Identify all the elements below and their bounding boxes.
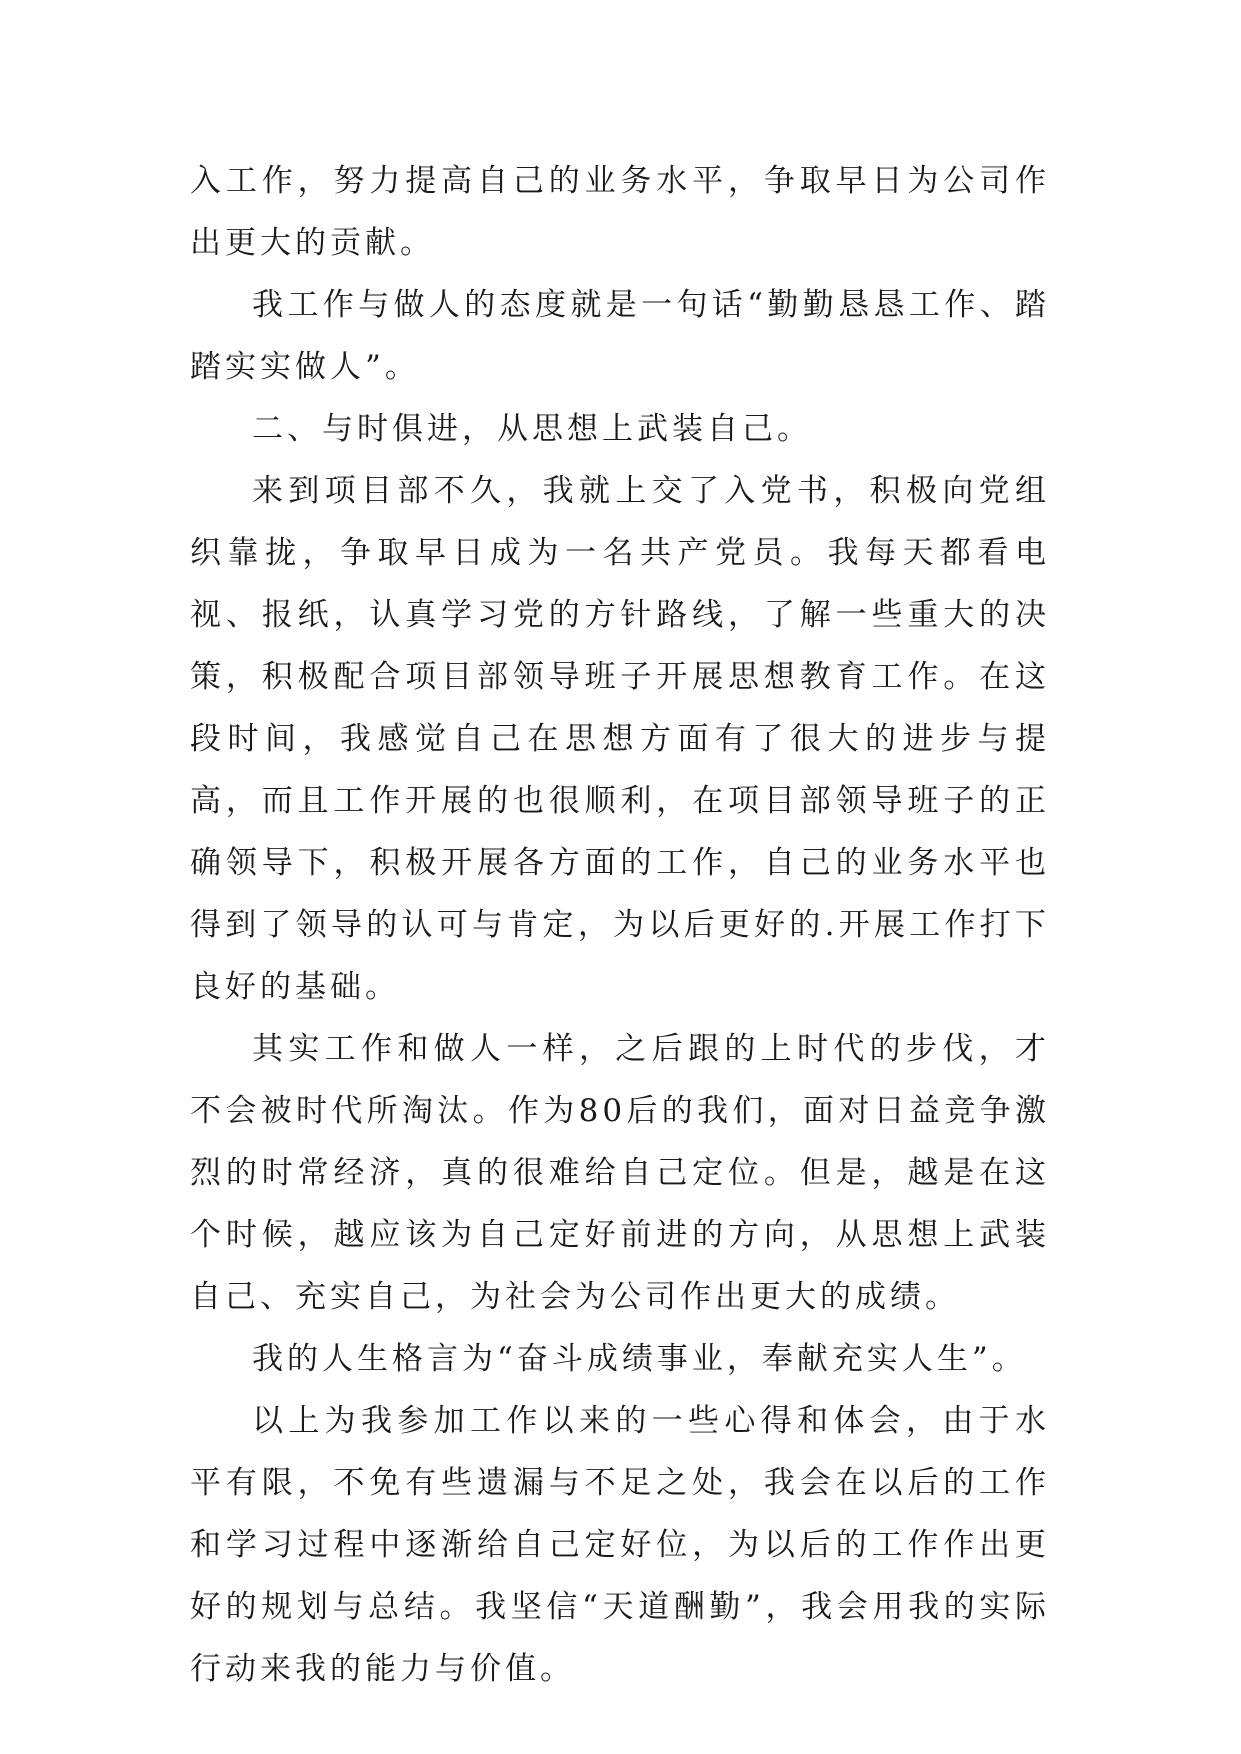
paragraph-1: 入工作，努力提高自己的业务水平，争取早日为公司作出更大的贡献。: [190, 163, 1050, 261]
document-body: [190, 150, 1050, 1700]
paragraph-5: 其实工作和做人一样，之后跟的上时代的步伐，才不会被时代所淘汰。作为80后的我们，面对日益竞争激烈的时常经济，真的很难给自己定位。但是，越是在这个时候，越应该为自己定好前进的方向，从思想上武装自己、充实自己，为社会为公司作出更大的成绩。: [190, 1031, 1050, 1315]
section-heading-2: 二、与时俱进，从思想上武装自己。: [252, 411, 812, 447]
paragraph-2: 我工作与做人的态度就是一句话“勤勤恳恳工作、踏踏实实做人”。: [190, 287, 1050, 385]
paragraph-conclusion: 以上为我参加工作以来的一些心得和体会，由于水平有限，不免有些遗漏与不足之处，我会在以后的工作和学习过程中逐渐给自己定好位，为以后的工作作出更好的规划与总结。我坚信“天道酬勤”，我会用我的实际行动来我的能力与价值。: [190, 1403, 1050, 1687]
paragraph-4: 来到项目部不久，我就上交了入党书，积极向党组织靠拢，争取早日成为一名共产党员。我每天都看电视、报纸，认真学习党的方针路线，了解一些重大的决策，积极配合项目部领导班子开展思想教育工作。在这段时间，我感觉自己在思想方面有了很大的进步与提高，而且工作开展的也很顺利，在项目部领导班子的正确领导下，积极开展各方面的工作，自己的业务水平也得到了领导的认可与肯定，为以后更好的.开展工作打下良好的基础。: [190, 473, 1050, 1005]
paragraph-motto: 我的人生格言为“奋斗成绩事业，奉献充实人生”。: [252, 1341, 1027, 1377]
